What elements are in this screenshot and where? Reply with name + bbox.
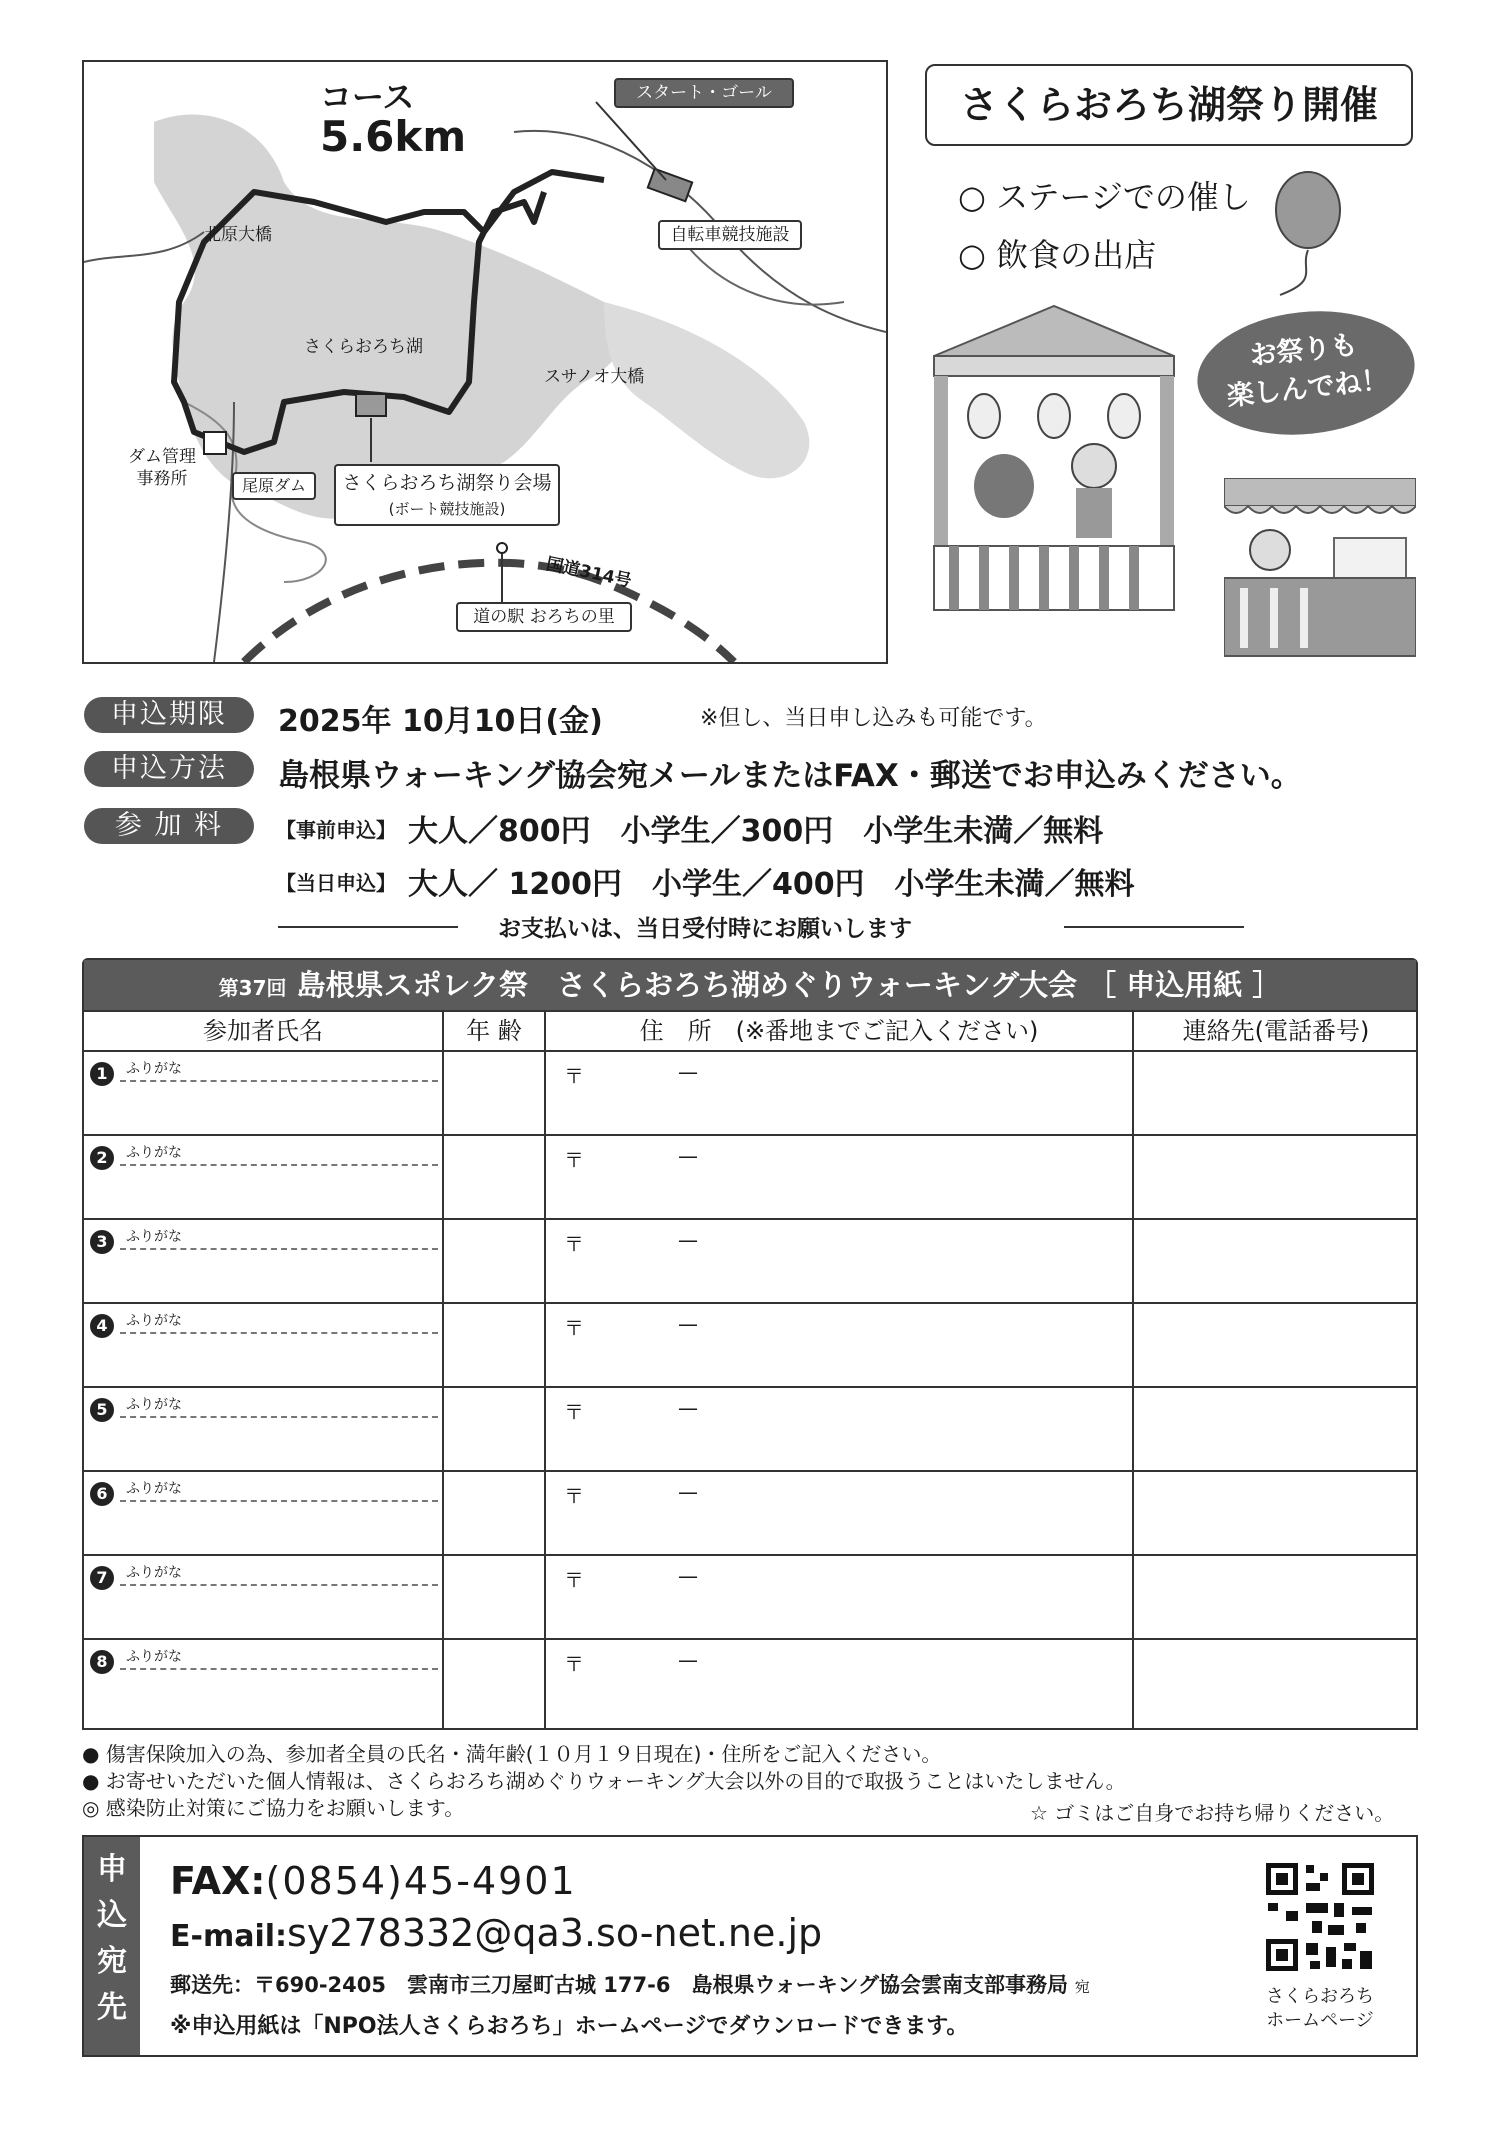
- address-cell[interactable]: [546, 1304, 1132, 1386]
- phone-cell[interactable]: [1134, 1220, 1418, 1302]
- form-header: [84, 960, 1416, 1010]
- address-cell[interactable]: [546, 1472, 1132, 1554]
- row-number: 5: [90, 1398, 114, 1422]
- method-tag: 申込方法: [84, 751, 254, 787]
- payment-rule-right: [1064, 926, 1244, 928]
- phone-cell[interactable]: [1134, 1136, 1418, 1218]
- col-name-header: 参加者氏名: [203, 1017, 323, 1045]
- post-line: [170, 1969, 1090, 1999]
- roadside-station-label: 道の駅 おろちの里: [456, 602, 632, 632]
- festival-item-stage: ○ ステージでの催し: [958, 178, 1251, 216]
- post-label: 郵送先：: [170, 1973, 254, 1997]
- side-char-1: 申: [97, 1852, 127, 1887]
- furigana-label: ふりがな: [126, 1649, 182, 1665]
- address-cell[interactable]: [546, 1220, 1132, 1302]
- zip-hyphen: —: [678, 1060, 698, 1084]
- side-char-3: 宛: [97, 1944, 127, 1979]
- address-cell[interactable]: [546, 1556, 1132, 1638]
- furigana-label: ふりがな: [126, 1145, 182, 1161]
- row-number: 1: [90, 1062, 114, 1086]
- zip-hyphen: —: [678, 1564, 698, 1588]
- address-cell[interactable]: [546, 1388, 1132, 1470]
- route-314-label: 国道314号: [544, 554, 634, 592]
- fax-number: (0854)45-4901: [265, 1859, 577, 1903]
- payment-rule-left: [278, 926, 458, 928]
- qr-caption: [1244, 1985, 1396, 2033]
- side-char-4: 先: [97, 1990, 127, 2025]
- email-line: [170, 1911, 822, 1955]
- sameday-fees: 大人／ 1200円 小学生／400円 小学生未満／無料: [408, 867, 1135, 902]
- address-cell[interactable]: [546, 1640, 1132, 1722]
- balloon-icon: [1260, 170, 1360, 300]
- age-cell[interactable]: [444, 1136, 544, 1218]
- table-row: [84, 1388, 1416, 1472]
- zip-hyphen: —: [678, 1396, 698, 1420]
- venue-label: [334, 464, 560, 526]
- name-cell[interactable]: [84, 1052, 442, 1134]
- col-age-header: 年 齢: [466, 1017, 522, 1045]
- furigana-label: ふりがな: [126, 1313, 182, 1329]
- age-cell[interactable]: [444, 1304, 544, 1386]
- start-goal-label: スタート・ゴール: [614, 78, 794, 108]
- advance-fees: 大人／800円 小学生／300円 小学生未満／無料: [408, 814, 1104, 849]
- zip-hyphen: —: [678, 1480, 698, 1504]
- sameday-tag: 【当日申込】: [276, 871, 396, 895]
- phone-cell[interactable]: [1134, 1388, 1418, 1470]
- fax-label: FAX:: [170, 1859, 266, 1903]
- email-label: E-mail:: [170, 1919, 288, 1954]
- zip-hyphen: —: [678, 1144, 698, 1168]
- zip-mark: 〒: [564, 1568, 584, 1592]
- name-cell[interactable]: [84, 1640, 442, 1722]
- bubble-line-1: お祭りも: [1248, 329, 1359, 372]
- age-cell[interactable]: [444, 1472, 544, 1554]
- furigana-label: ふりがな: [126, 1397, 182, 1413]
- note-insurance: ● 傷害保険加入の為、参加者全員の氏名・満年齢(１０月１９日現在)・住所をご記入ください。: [82, 1742, 942, 1766]
- zip-mark: 〒: [564, 1232, 584, 1256]
- name-cell[interactable]: [84, 1556, 442, 1638]
- festival-speech-bubble: [1191, 301, 1421, 445]
- qr-caption-line-1: さくらおろち: [1266, 1986, 1374, 2007]
- note-trash: ☆ ゴミはご自身でお持ち帰りください。: [1030, 1801, 1395, 1825]
- table-row: [84, 1052, 1416, 1136]
- qr-caption-line-2: ホームページ: [1266, 2010, 1374, 2031]
- course-map: [82, 60, 888, 664]
- phone-cell[interactable]: [1134, 1472, 1418, 1554]
- payment-note: お支払いは、当日受付時にお願いします: [498, 916, 912, 942]
- table-row: [84, 1556, 1416, 1640]
- festival-title: さくらおろち湖祭り開催: [925, 64, 1413, 146]
- age-cell[interactable]: [444, 1052, 544, 1134]
- food-stall-illustration: [1224, 478, 1416, 658]
- age-cell[interactable]: [444, 1640, 544, 1722]
- post-suffix: 宛: [1074, 1978, 1090, 1996]
- festival-stage-illustration: [924, 296, 1184, 616]
- zip-mark: 〒: [564, 1148, 584, 1172]
- map-drawing: [84, 62, 886, 662]
- form-edition: 第37回: [218, 976, 287, 1000]
- venue-sub: (ボート競技施設): [388, 500, 506, 518]
- fax-line: [170, 1859, 577, 1903]
- table-row: [84, 1304, 1416, 1388]
- phone-cell[interactable]: [1134, 1304, 1418, 1386]
- susanoo-bridge-label: スサノオ大橋: [544, 367, 645, 387]
- table-row: [84, 1220, 1416, 1304]
- furigana-label: ふりがな: [126, 1481, 182, 1497]
- zip-hyphen: —: [678, 1648, 698, 1672]
- deadline-date: 2025年 10月10日(金): [278, 704, 603, 739]
- row-number: 4: [90, 1314, 114, 1338]
- name-cell[interactable]: [84, 1472, 442, 1554]
- header-divider: [84, 1010, 1416, 1012]
- deadline-note: ※但し、当日申し込みも可能です。: [700, 706, 1047, 731]
- note-privacy: ● お寄せいただいた個人情報は、さくらおろち湖めぐりウォーキング大会以外の目的で取扱うことはいたしません。: [82, 1769, 1126, 1793]
- form-title: 島根県スポレク祭 さくらおろち湖めぐりウォーキング大会 ［ 申込用紙 ］: [296, 968, 1282, 1002]
- zip-mark: 〒: [564, 1064, 584, 1088]
- zip-mark: 〒: [564, 1400, 584, 1424]
- deadline-tag: 申込期限: [84, 697, 254, 733]
- destination-box: [82, 1835, 1418, 2057]
- zip-hyphen: —: [678, 1312, 698, 1336]
- zip-mark: 〒: [564, 1484, 584, 1508]
- phone-cell[interactable]: [1134, 1640, 1418, 1722]
- zip-mark: 〒: [564, 1652, 584, 1676]
- email-address[interactable]: sy278332@qa3.so-net.ne.jp: [287, 1911, 823, 1955]
- method-text: 島根県ウォーキング協会宛メールまたはFAX・郵送でお申込みください。: [278, 758, 1302, 794]
- advance-tag: 【事前申込】: [276, 818, 396, 842]
- furigana-label: ふりがな: [126, 1061, 182, 1077]
- row-number: 7: [90, 1566, 114, 1590]
- name-cell[interactable]: [84, 1304, 442, 1386]
- furigana-label: ふりがな: [126, 1229, 182, 1245]
- dam-office-label: ダム管理 事務所: [128, 447, 196, 489]
- furigana-label: ふりがな: [126, 1565, 182, 1581]
- note-infection: ◎ 感染防止対策にご協力をお願いします。: [82, 1796, 465, 1820]
- table-row: [84, 1472, 1416, 1556]
- post-address: 〒690-2405 雲南市三刀屋町古城 177-6 島根県ウォーキング協会雲南支部事務局: [254, 1973, 1068, 1997]
- row-number: 2: [90, 1146, 114, 1170]
- address-cell[interactable]: [546, 1136, 1132, 1218]
- venue-name: さくらおろち湖祭り会場: [342, 472, 552, 494]
- course-distance: 5.6km: [320, 112, 467, 161]
- phone-cell[interactable]: [1134, 1556, 1418, 1638]
- qr-code-icon[interactable]: [1262, 1859, 1378, 1975]
- zip-mark: 〒: [564, 1316, 584, 1340]
- bicycle-facility-label: 自転車競技施設: [658, 220, 802, 250]
- kitahara-bridge-label: 北原大橋: [204, 225, 272, 245]
- address-cell[interactable]: [546, 1052, 1132, 1134]
- age-cell[interactable]: [444, 1220, 544, 1302]
- name-cell[interactable]: [84, 1136, 442, 1218]
- row-number: 6: [90, 1482, 114, 1506]
- age-cell[interactable]: [444, 1556, 544, 1638]
- side-char-2: 込: [97, 1898, 127, 1933]
- course-label: コース: [320, 78, 415, 116]
- table-row: [84, 1640, 1416, 1724]
- fee-tag: 参 加 料: [84, 808, 254, 844]
- col-phone-header: 連絡先(電話番号): [1182, 1017, 1370, 1045]
- col-address-header: 住 所 (※番地までご記入ください): [639, 1017, 1039, 1045]
- age-cell[interactable]: [444, 1388, 544, 1470]
- zip-hyphen: —: [678, 1228, 698, 1252]
- download-note: ※申込用紙は「NPO法人さくらおろち」ホームページでダウンロードできます。: [170, 2014, 969, 2039]
- row-number: 3: [90, 1230, 114, 1254]
- name-cell[interactable]: [84, 1388, 442, 1470]
- name-cell[interactable]: [84, 1220, 442, 1302]
- lake-label: さくらおろち湖: [304, 337, 423, 357]
- obara-dam-label: 尾原ダム: [232, 472, 316, 500]
- table-row: [84, 1136, 1416, 1220]
- destination-side-label: [84, 1837, 140, 2055]
- festival-item-food: ○ 飲食の出店: [958, 236, 1157, 274]
- phone-cell[interactable]: [1134, 1052, 1418, 1134]
- application-form: [82, 958, 1418, 1730]
- bubble-line-2: 楽しんでね！: [1225, 364, 1390, 413]
- row-number: 8: [90, 1650, 114, 1674]
